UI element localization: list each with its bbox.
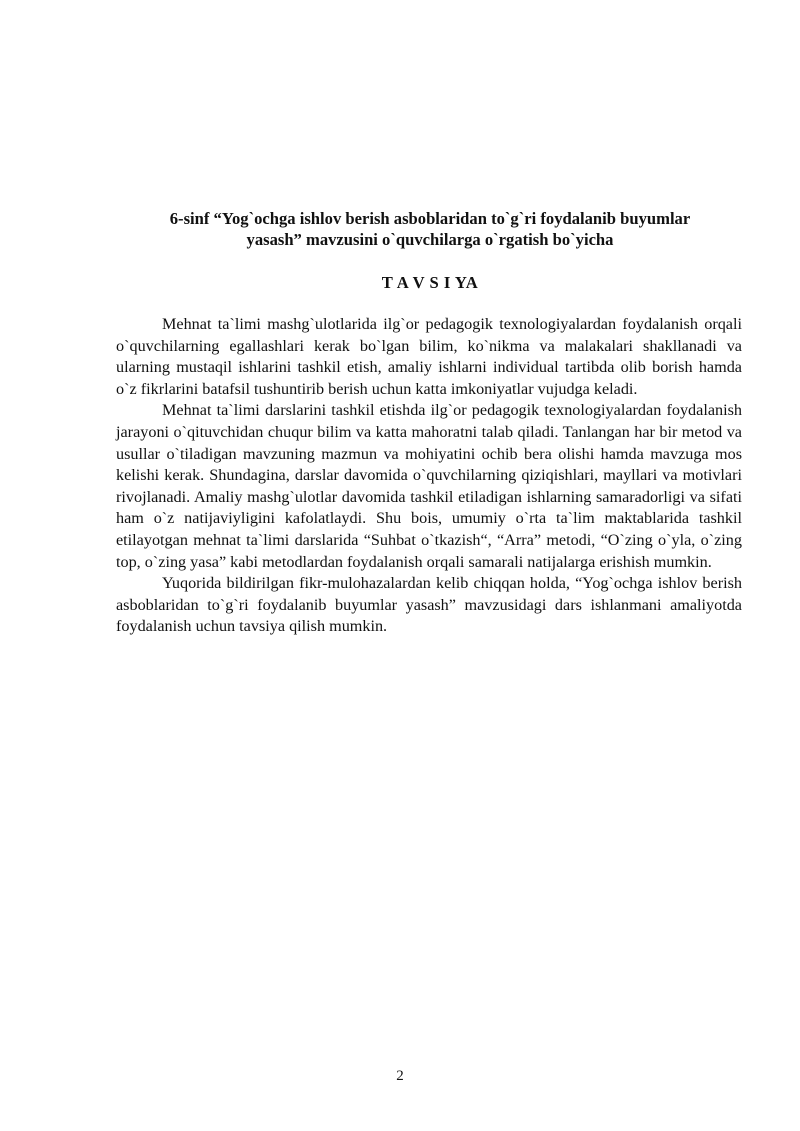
paragraph-2: Mehnat ta`limi darslarini tashkil etishda ilg`or pedagogik texnologiyalardan foydalanish jarayoni o`qituvchidan chuqur bilim va katta mahoratni talab qiladi. Tanlangan har bir metod va usullar o`tiladigan mavzuning mazmun va mohiyatini ochib bera olishi hamda mavzuga mos kelishi kerak. Shundagina, darslar davomida o`quvchilarning qiziqishlari, mayllari va motivlari rivojlanadi. Amaliy mashg`ulotlar davomida tashkil etiladigan ishlarning samaradorligi va sifati ham o`z natijaviyligini kafolatlaydi. Shu bois, umumiy o`rta ta`lim maktablarida tashkil etilayotgan mehnat ta`limi darslarida “Suhbat o`tkazish“, “Arra” metodi, “O`zing o`yla, o`zing top, o`zing yasa” kabi metodlardan foydalanish orqali samarali natijalarga erishish mumkin. bbox=[116, 401, 742, 571]
paragraph-1: Mehnat ta`limi mashg`ulotlarida ilg`or pedagogik texnologiyalardan foydalanish orqali o`quvchilarning egallashlari kerak bo`lgan bilim, ko`nikma va malakalari shakllanadi va ularning mustaqil ishlarini tashkil etish, amaliy ishlarni individual tartibda olib borish hamda o`z fikrlarini batafsil tushuntirib berish uchun katta imkoniyatlar vujudga keladi. bbox=[116, 315, 742, 398]
document-body bbox=[116, 314, 742, 638]
title-line-2: yasash” mavzusini o`quvchilarga o`rgatish bo`yicha bbox=[246, 230, 614, 249]
document-title bbox=[112, 208, 748, 250]
paragraph-3: Yuqorida bildirilgan fikr-mulohazalardan kelib chiqqan holda, “Yog`ochga ishlov berish asboblaridan to`g`ri foydalanib buyumlar yasash” mavzusidagi dars ishlanmani amaliyotda foydalanish uchun tavsiya qilish mumkin. bbox=[116, 574, 742, 636]
title-line-1: 6-sinf “Yog`ochga ishlov berish asboblaridan to`g`ri foydalanib buyumlar bbox=[169, 209, 691, 228]
document-subtitle: T A V S I YA bbox=[381, 273, 479, 292]
page-number: 2 bbox=[396, 1068, 404, 1084]
